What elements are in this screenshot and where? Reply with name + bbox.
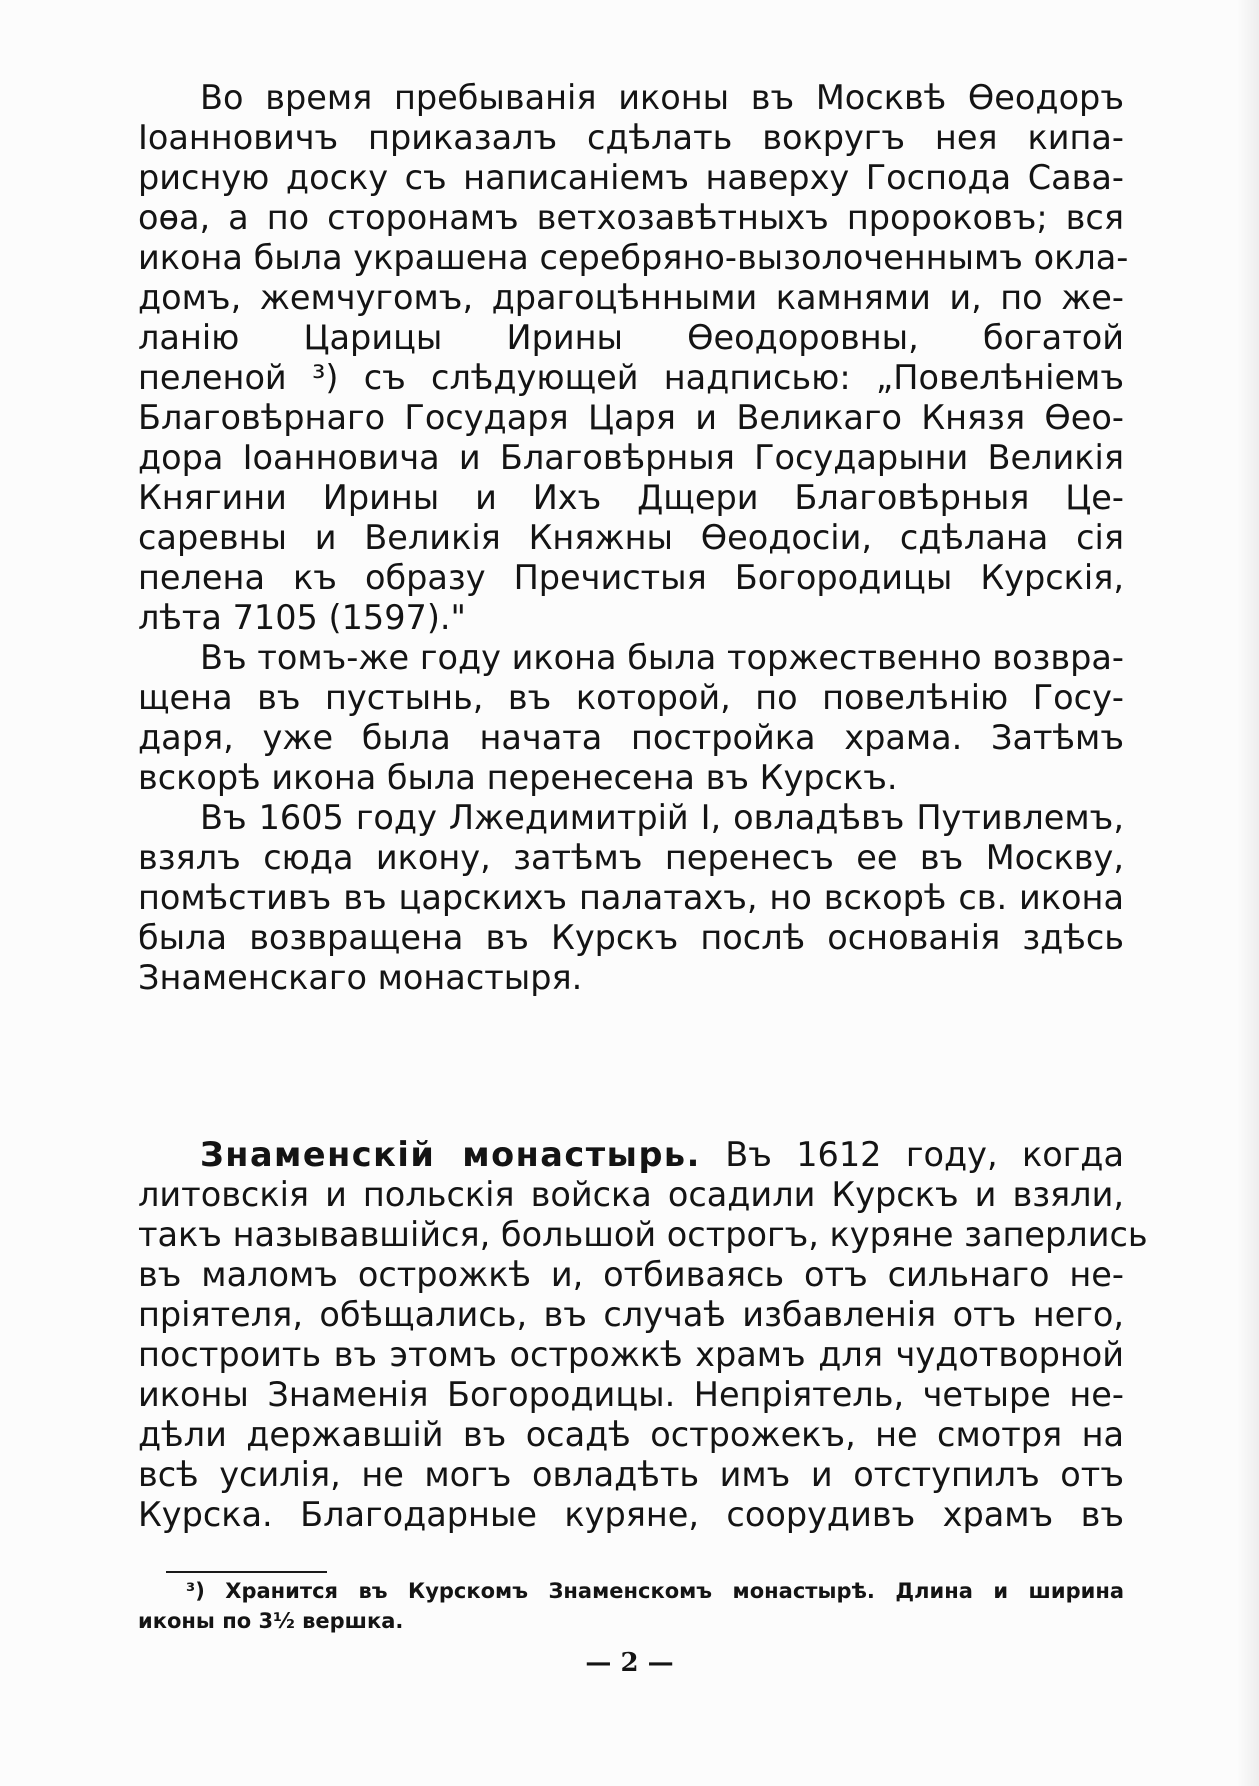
- text-line: рисную доску съ написаніемъ наверху Господа Савa-: [138, 158, 1124, 197]
- page-edge-shadow: [1237, 0, 1259, 1786]
- section-first-line: [138, 1135, 1124, 1175]
- text-line: пелена къ образу Пречистыя Богородицы Курскія,: [138, 558, 1124, 597]
- text-line: Благовѣрнаго Государя Царя и Великаго Князя Ѳео-: [138, 398, 1124, 437]
- text-line: оѳа, а по сторонамъ ветхозавѣтныхъ пророковъ; вся: [138, 198, 1124, 237]
- footnote-divider: [166, 1571, 327, 1573]
- text-line: вскорѣ икона была перенесена въ Курскъ.: [138, 758, 898, 797]
- text-line: дора Іоанновича и Благовѣрныя Государыни Великія: [138, 438, 1124, 477]
- footnote-line: ³) Хранится въ Курскомъ Знаменскомъ монастырѣ. Длина и ширина: [186, 1579, 1124, 1603]
- text-line: пріятеля, обѣщались, въ случаѣ избавленія отъ него,: [138, 1295, 1124, 1334]
- text-line: щена въ пустынь, въ которой, по повелѣнію Госу-: [138, 678, 1124, 717]
- top-text-block: [138, 78, 1129, 998]
- section-first-line-text: Въ 1612 году, когда: [725, 1135, 1124, 1174]
- text-line: пеленой ³) съ слѣдующей надписью: „Повелѣніемъ: [138, 358, 1124, 397]
- text-line: помѣстивъ въ царскихъ палатахъ, но вскорѣ св. икона: [138, 878, 1124, 917]
- footnote-line: иконы по 3½ вершка.: [138, 1609, 404, 1633]
- text-line: Іоанновичъ приказалъ сдѣлать вокругъ нея кипа-: [138, 118, 1124, 157]
- text-line: въ маломъ острожкѣ и, отбиваясь отъ сильнаго не-: [138, 1255, 1124, 1294]
- text-line: Курска. Благодарные куряне, соорудивъ храмъ въ: [138, 1495, 1124, 1534]
- text-line: Знаменскаго монастыря.: [138, 958, 583, 997]
- text-line: литовскія и польскія войска осадили Курскъ и взяли,: [138, 1175, 1124, 1214]
- text-line: Во время пребыванія иконы въ Москвѣ Ѳеодоръ: [200, 78, 1124, 117]
- text-line: такъ называвшійся, большой острогъ, куряне заперлись: [138, 1215, 1148, 1254]
- text-line: построить въ этомъ острожкѣ храмъ для чудотворной: [138, 1335, 1124, 1374]
- text-line: дѣли державшій въ осадѣ острожекъ, не смотря на: [138, 1415, 1124, 1454]
- text-line: икона была украшена серебряно-вызолоченнымъ окла-: [138, 238, 1129, 277]
- text-line: взялъ сюда икону, затѣмъ перенесъ ее въ Москву,: [138, 838, 1124, 877]
- text-line: ланію Царицы Ирины Ѳеодоровны, богатой: [138, 318, 1124, 357]
- text-line: даря, уже была начата постройка храма. Затѣмъ: [138, 718, 1124, 757]
- page-number: — 2 —: [585, 1648, 674, 1678]
- text-line: лѣта 7105 (1597).": [138, 598, 466, 637]
- text-line: саревны и Великія Княжны Ѳеодосіи, сдѣлана сія: [138, 518, 1124, 557]
- text-line: была возвращена въ Курскъ послѣ основанія здѣсь: [138, 918, 1124, 957]
- text-line: Въ 1605 году Лжедимитрій I, овладѣвъ Путивлемъ,: [200, 798, 1124, 837]
- text-line: домъ, жемчугомъ, драгоцѣнными камнями и, по же-: [138, 278, 1124, 317]
- text-line: Княгини Ирины и Ихъ Дщери Благовѣрныя Це-: [138, 478, 1124, 517]
- text-line: всѣ усилія, не могъ овладѣть имъ и отступилъ отъ: [138, 1455, 1124, 1494]
- section-text-block: [138, 1135, 1148, 1535]
- text-line: иконы Знаменія Богородицы. Непріятель, четыре не-: [138, 1375, 1124, 1414]
- footnote: [138, 1576, 1124, 1636]
- text-line: Въ томъ-же году икона была торжественно возвра-: [200, 638, 1124, 677]
- section-heading: Знаменскій монастырь.: [200, 1135, 701, 1174]
